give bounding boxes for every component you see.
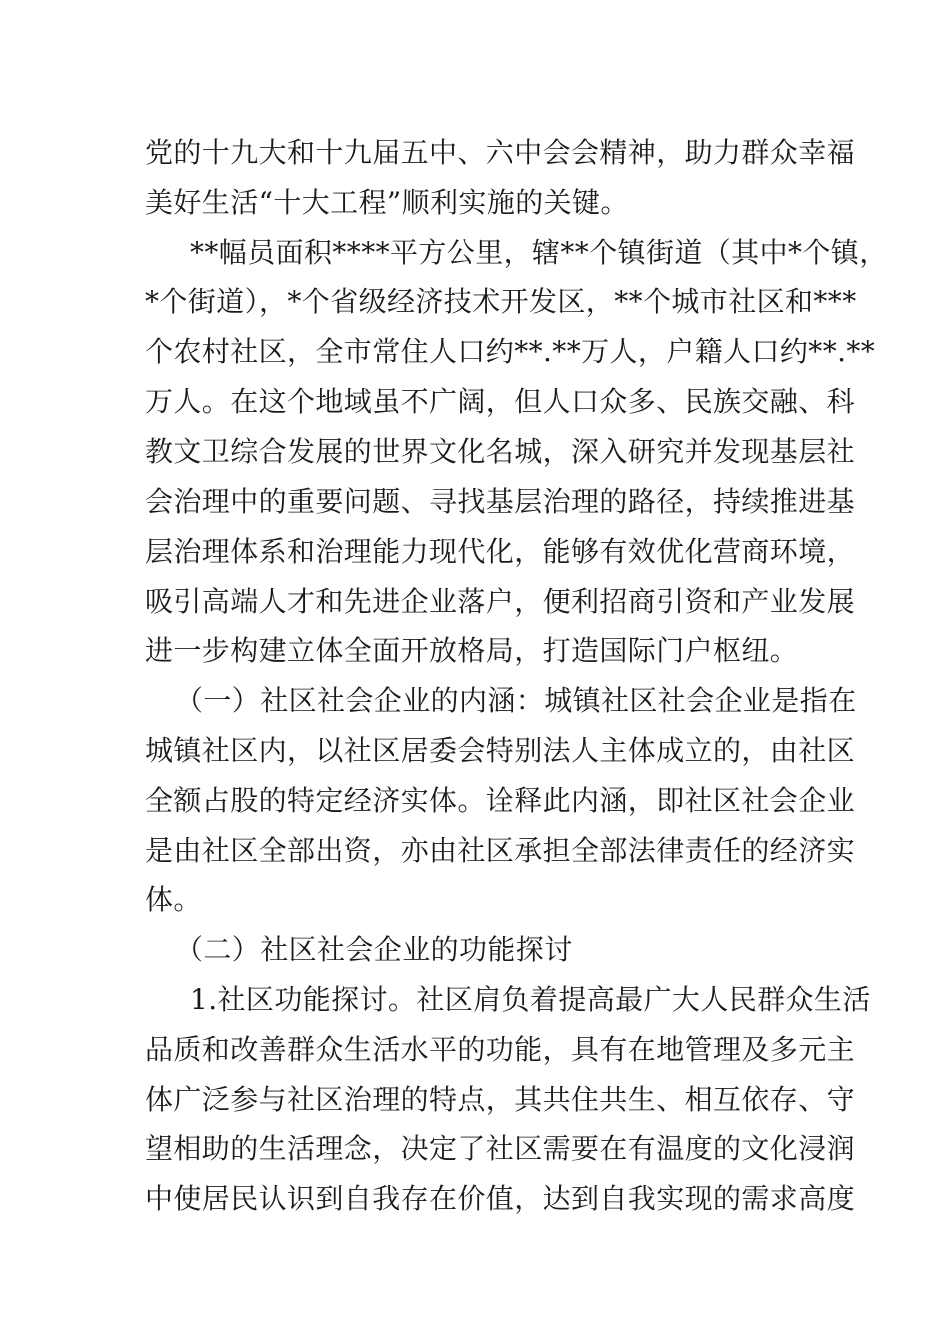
text-line-11: 进一步构建立体全面开放格局，打造国际门户枢纽。 xyxy=(145,634,799,667)
text-line-18: 1.社区功能探讨。社区肩负着提高最广大人民群众生活 xyxy=(190,983,871,1016)
text-line-10: 吸引高端人才和先进企业落户，便利招商引资和产业发展 xyxy=(145,585,856,618)
text-line-22: 中使居民认识到自我存在价值，达到自我实现的需求高度 xyxy=(145,1182,856,1215)
text-line-12: （一）社区社会企业的内涵：城镇社区社会企业是指在 xyxy=(175,684,857,717)
text-line-2: 美好生活“十大工程”顺利实施的关键。 xyxy=(145,186,629,219)
text-line-17: （二）社区社会企业的功能探讨 xyxy=(175,933,573,966)
text-line-1: 党的十九大和十九届五中、六中会会精神，助力群众幸福 xyxy=(145,136,856,169)
text-line-13: 城镇社区内，以社区居委会特别法人主体成立的，由社区 xyxy=(145,734,856,767)
text-line-5: 个农村社区，全市常住人口约**.**万人，户籍人口约**.** xyxy=(145,335,876,368)
text-line-19: 品质和改善群众生活水平的功能，具有在地管理及多元主 xyxy=(145,1033,856,1066)
text-line-8: 会治理中的重要问题、寻找基层治理的路径，持续推进基 xyxy=(145,485,856,518)
text-line-9: 层治理体系和治理能力现代化，能够有效优化营商环境， xyxy=(145,535,856,568)
text-line-21: 望相助的生活理念，决定了社区需要在有温度的文化浸润 xyxy=(145,1132,856,1165)
text-line-20: 体广泛参与社区治理的特点，其共住共生、相互依存、守 xyxy=(145,1083,856,1116)
text-line-15: 是由社区全部出资，亦由社区承担全部法律责任的经济实 xyxy=(145,834,856,867)
text-line-16: 体。 xyxy=(145,883,202,916)
text-line-14: 全额占股的特定经济实体。诠释此内涵，即社区社会企业 xyxy=(145,784,856,817)
text-line-3: **幅员面积****平方公里，辖**个镇街道（其中*个镇， xyxy=(190,236,888,269)
text-line-7: 教文卫综合发展的世界文化名城，深入研究并发现基层社 xyxy=(145,435,856,468)
text-line-4: *个街道），*个省级经济技术开发区，**个城市社区和*** xyxy=(145,285,857,318)
text-line-6: 万人。在这个地域虽不广阔，但人口众多、民族交融、科 xyxy=(145,385,856,418)
